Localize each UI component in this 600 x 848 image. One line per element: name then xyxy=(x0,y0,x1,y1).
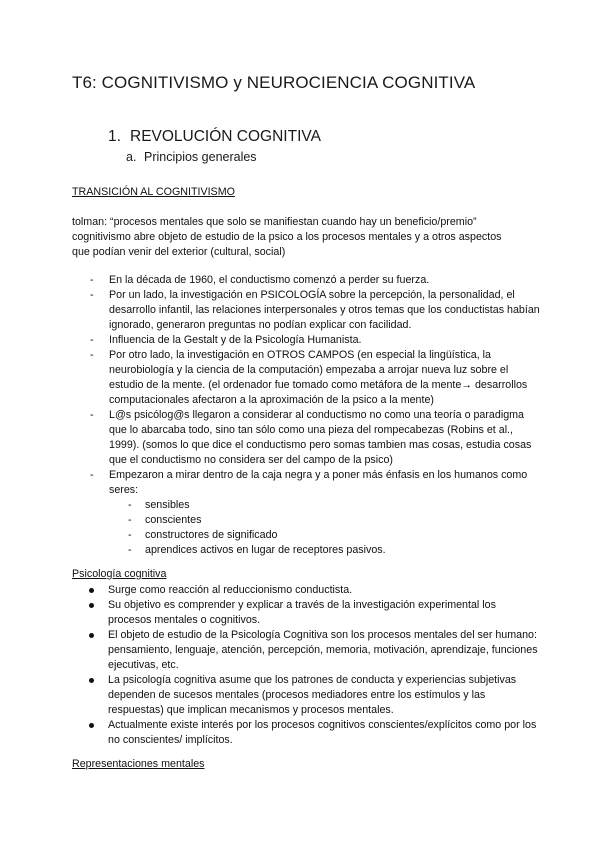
seres-sublist xyxy=(109,498,542,558)
heading-text: REVOLUCIÓN COGNITIVA xyxy=(130,128,321,145)
list-item: La psicología cognitiva asume que los patrones de conducta y experiencias subjetivas dependen de sucesos mentales (procesos mediadores entre los estímulos y las respuestas) que implican mecanismos y procesos mentales. xyxy=(72,673,542,718)
sublist-item: - conscientes xyxy=(109,513,542,528)
sublist-item: - sensibles xyxy=(109,498,542,513)
intro-line: cognitivismo abre objeto de estudio de la psico a los procesos mentales y a otros aspectos xyxy=(72,231,502,243)
list-item: - Influencia de la Gestalt y de la Psicología Humanista. xyxy=(72,333,542,348)
subheading-principios-generales xyxy=(126,150,257,164)
list-item: Su objetivo es comprender y explicar a través de la investigación experimental los procesos mentales o cognitivos. xyxy=(72,598,542,628)
list-item: - L@s psicólog@s llegaron a considerar al conductismo no como una teoría o paradigma que lo abarcaba todo, sino tan sólo como una pieza del rompecabezas (Robins et al., 1999). (somos lo que dice el conductismo pero somas tambien mas cosas, estudia cosas que el conductismo no considera ser del campo de la psico) xyxy=(72,408,542,468)
intro-line: que podían venir del exterior (cultural, social) xyxy=(72,246,286,258)
list-item: - Por otro lado, la investigación en OTROS CAMPOS (en especial la lingüística, la neurobiología y la ciencia de la computación) empezaba a arrojar nueva luz sobre el estudio de la mente. (el ordenador fue tomado como metáfora de la mente→ desarrollos computacionales afectaron a la aproximación de la psico a la mente) xyxy=(72,348,542,408)
document-title: T6: COGNITIVISMO y NEUROCIENCIA COGNITIVA xyxy=(72,73,476,92)
list-item: - En la década de 1960, el conductismo comenzó a perder su fuerza. xyxy=(72,273,542,288)
subheading-text: Principios generales xyxy=(144,150,257,164)
list-item xyxy=(72,468,542,558)
list-item: Actualmente existe interés por los procesos cognitivos conscientes/explícitos como por los no conscientes/ implícitos. xyxy=(72,718,542,748)
heading-revolucion-cognitiva xyxy=(108,128,321,146)
section-heading-transicion: TRANSICIÓN AL COGNITIVISMO xyxy=(72,186,235,198)
list-item-text: Empezaron a mirar dentro de la caja negra y a poner más énfasis en los humanos como seres: xyxy=(109,469,528,496)
section-heading-psicologia-cognitiva: Psicología cognitiva xyxy=(72,568,167,580)
psicologia-cognitiva-list xyxy=(72,583,542,748)
list-item: Surge como reacción al reduccionismo conductista. xyxy=(72,583,542,598)
list-item: El objeto de estudio de la Psicología Cognitiva son los procesos mentales del ser humano: pensamiento, lenguaje, atención, percepción, memoria, motivación, aprendizaje, funciones ejecutivas, etc. xyxy=(72,628,542,673)
intro-paragraph xyxy=(72,215,532,260)
subheading-number: a. xyxy=(126,150,137,164)
heading-number: 1. xyxy=(108,128,121,145)
intro-line: tolman: “procesos mentales que solo se manifiestan cuando hay un beneficio/premio” xyxy=(72,216,477,228)
list-item: - Por un lado, la investigación en PSICOLOGÍA sobre la percepción, la personalidad, el desarrollo infantil, las relaciones interpersonales y otros temas que los conductistas habían ignorado, generaron preguntas no podían explicar con facilidad. xyxy=(72,288,542,333)
sublist-item: - constructores de significado xyxy=(109,528,542,543)
transicion-list xyxy=(72,273,542,558)
section-heading-representaciones-mentales: Representaciones mentales xyxy=(72,758,205,770)
sublist-item: - aprendices activos en lugar de receptores pasivos. xyxy=(109,543,542,558)
